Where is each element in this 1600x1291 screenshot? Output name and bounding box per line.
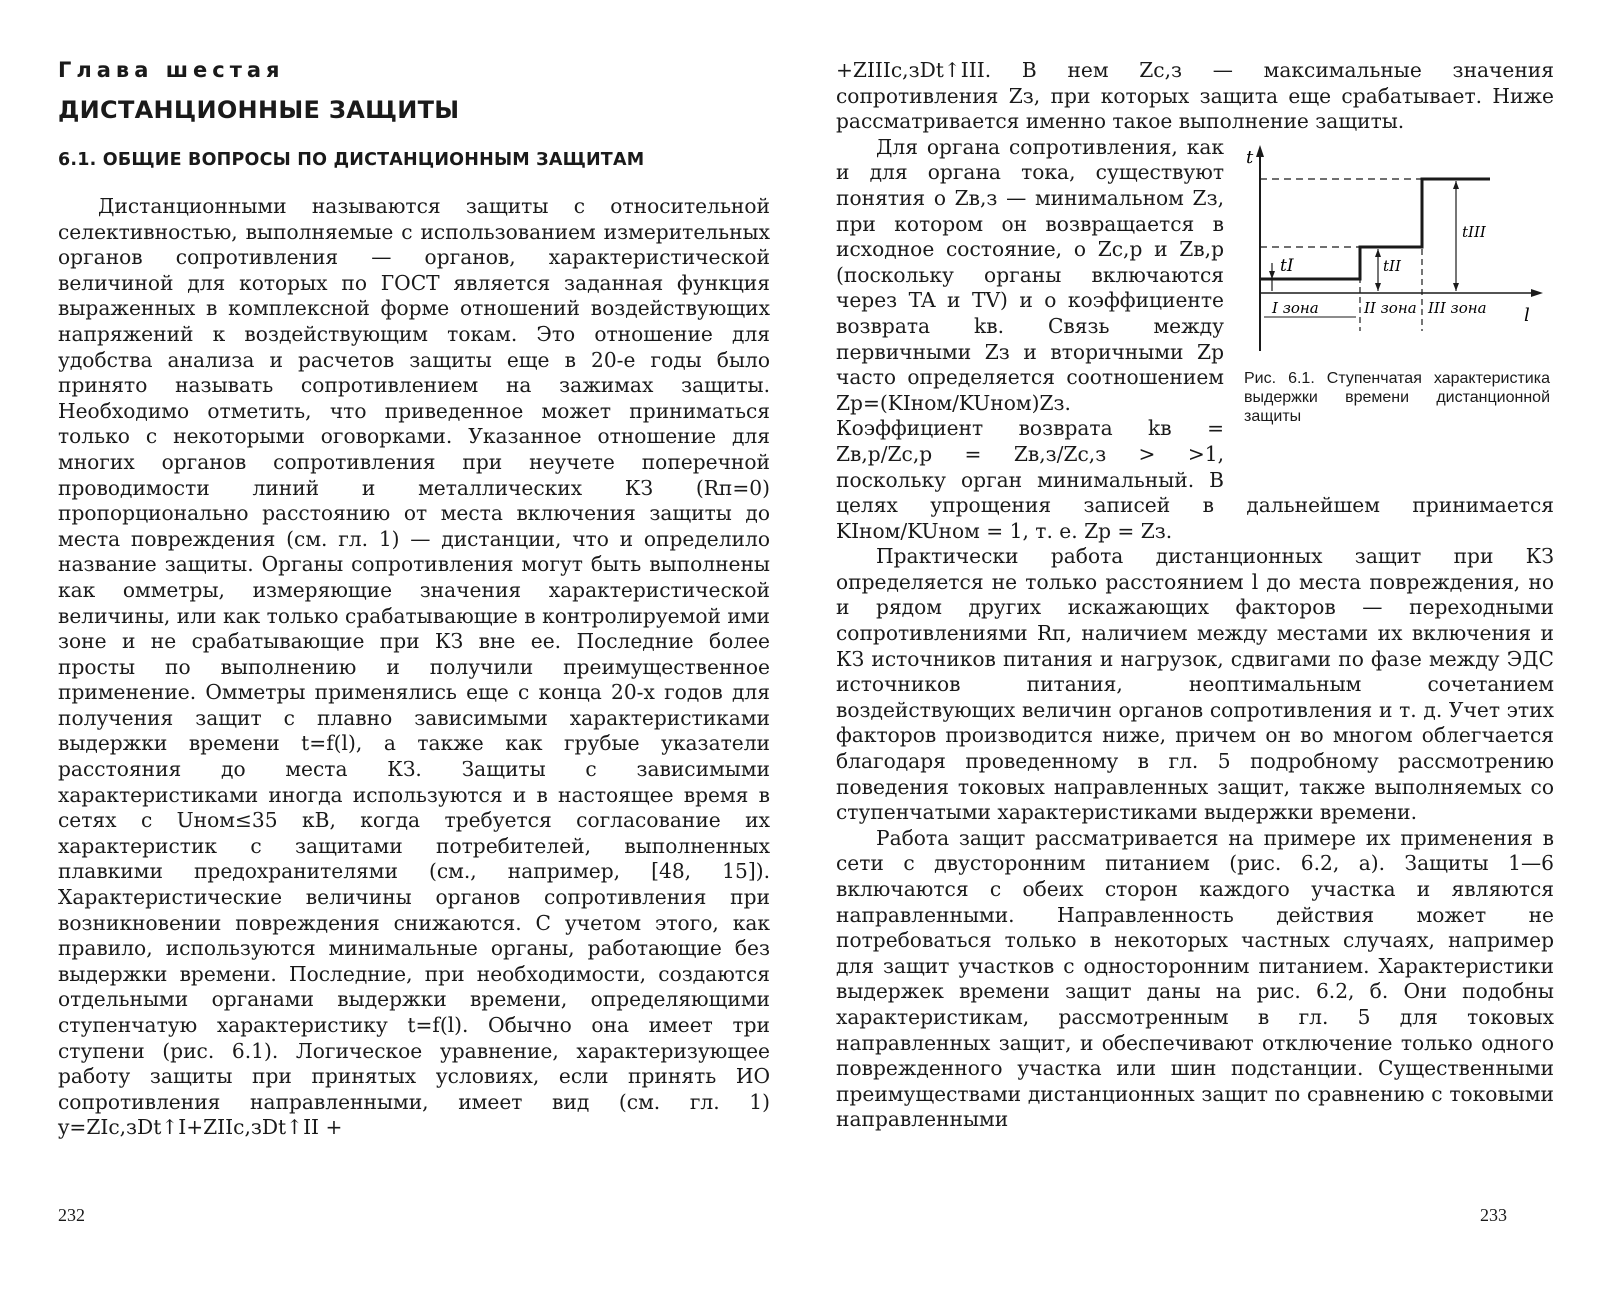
- body-paragraph: Работа защит рассматривается на примере их применения в сети с двусторонним питанием (рис. 6.2, а). Защиты 1—6 включаются с обеих сторон каждого участка и являются направленными. Направленность действия может не потребоваться только в некоторых частных случаях, например для защит участков с односторонним питанием. Характеристики выдержек времени защит даны на рис. 6.2, б. Они подобны характеристикам, рассмотренным в гл. 5 для токовых направленных защит, и обеспечивают отключение только одного поврежденного участка или шин подстанции. Существенными преимуществами дистанционных защит по сравнению с токовыми направленными: [836, 825, 1554, 1132]
- zone-label-2: II зона: [1364, 298, 1417, 317]
- t2-arrow-head-down: [1375, 283, 1381, 291]
- axis-label-t: t: [1246, 146, 1254, 168]
- left-page: [58, 58, 770, 1141]
- body-paragraph: Практически работа дистанционных защит при КЗ определяется не только расстоянием l до места повреждения, но и рядом других искажающих факторов — переходными сопротивлениями Rп, наличием между местами их включения и КЗ источников питания и нагрузок, сдвигами по фазе между ЭДС источников питания, неоптимальным сочетанием воздействующих величин органов сопротивления и т. д. Учет этих факторов производится ниже, причем он во многом облегчается благодаря проведенному в гл. 5 подробному рассмотрению поведения токовых направленных защит, также выполняемых со ступенчатыми характеристиками выдержки времени.: [836, 544, 1554, 825]
- label-t2: tII: [1383, 256, 1401, 275]
- body-paragraph-continued: +ZIIIс,зDt↑III. В нем Zс,з — максимальные значения сопротивления Zз, при которых защита еще срабатывает. Ниже рассматривается именно такое выполнение защиты.: [836, 58, 1554, 134]
- section-title: 6.1. ОБЩИЕ ВОПРОСЫ ПО ДИСТАНЦИОННЫМ ЗАЩИТАМ: [58, 150, 645, 170]
- figure-6-1: [1242, 141, 1554, 467]
- body-paragraph: Для органа сопротивления, как и для органа тока, существуют понятия о Zв,з — минимальном Zз, при котором он возвращается в исходное состояние, о Zс,р и Zв,р (поскольку органы включаются через TA и TV) и о коэффициенте возврата kв. Связь между первичными Zз и вторичными Zр часто определяется соотношением Zр=(KIном/KUном)Zз. Коэффициент возврата kв = Zв,р/Zс,р = Zв,з/Zс,з > >1, поскольку орган минимальный. В целях упрощения записей в дальнейшем принимается KIном/KUном = 1, т. е. Zр = Zз.: [836, 134, 1554, 543]
- t3-arrow-head-down: [1453, 283, 1459, 291]
- label-t3: tIII: [1462, 222, 1486, 241]
- chapter-title: ДИСТАНЦИОННЫЕ ЗАЩИТЫ: [58, 96, 460, 124]
- label-t1: tI: [1280, 255, 1294, 276]
- l-axis-arrow: [1531, 289, 1543, 297]
- step-characteristic-diagram: [1242, 141, 1548, 361]
- figure-caption: Рис. 6.1. Ступенчатая характеристика выдержки времени дистанционной защиты: [1244, 369, 1550, 425]
- t-axis-arrow: [1256, 145, 1264, 157]
- zone-label-1: I зона: [1272, 298, 1319, 317]
- right-page: [836, 58, 1554, 1133]
- t3-arrow-head-up: [1453, 181, 1459, 189]
- page-number-right: 233: [1480, 1205, 1507, 1225]
- chapter-label: Глава шестая: [58, 58, 285, 82]
- zone-label-3: III зона: [1428, 298, 1487, 317]
- page-number-left: 232: [58, 1205, 85, 1225]
- axis-label-l: l: [1524, 304, 1530, 326]
- t2-arrow-head-up: [1375, 249, 1381, 257]
- body-paragraph: Дистанционными называются защиты с относительной селективностью, выполняемые с использованием измерительных органов сопротивления — органов, характеристической величиной для которых по ГОСТ является заданная функция выраженных в комплексной форме отношений воздействующих напряжений к воздействующим токам. Это отношение для удобства анализа и расчетов защиты еще в 20-е годы было принято называть сопротивлением на зажимах защиты. Необходимо отметить, что приведенное может приниматься только с некоторыми оговорками. Указанное отношение для многих органов сопротивления при неучете поперечной проводимости линий и металлических КЗ (Rп=0) пропорционально расстоянию от места включения защиты до места повреждения (см. гл. 1) — дистанции, что и определило название защиты. Органы сопротивления могут быть выполнены как омметры, измеряющие значения характеристической величины, или как только срабатывающие в контролируемой ими зоне и не срабатывающие при КЗ вне ее. Последние более просты по выполнению и получили преимущественное применение. Омметры применялись еще с конца 20-х годов для получения защит с плавно зависимыми характеристиками выдержки времени t=f(l), а также как грубые указатели расстояния до места КЗ. Защиты с зависимыми характеристиками иногда используются и в настоящее время в сетях с Uном≤35 кВ, когда требуется согласование их характеристик с защитами потребителей, выполненных плавкими предохранителями (см., например, [48, 15]). Характеристические величины органов сопротивления при возникновении повреждения снижаются. С учетом этого, как правило, используются минимальные органы, работающие без выдержки времени. Последние, при необходимости, создаются отдельными органами выдержки времени, определяющими ступенчатую характеристику t=f(l). Обычно она имеет три ступени (рис. 6.1). Логическое уравнение, характеризующее работу защиты при принятых условиях, если принять ИО сопротивления направленными, имеет вид (см. гл. 1) y=ZIс,зDt↑I+ZIIс,зDt↑II +: [58, 194, 770, 1140]
